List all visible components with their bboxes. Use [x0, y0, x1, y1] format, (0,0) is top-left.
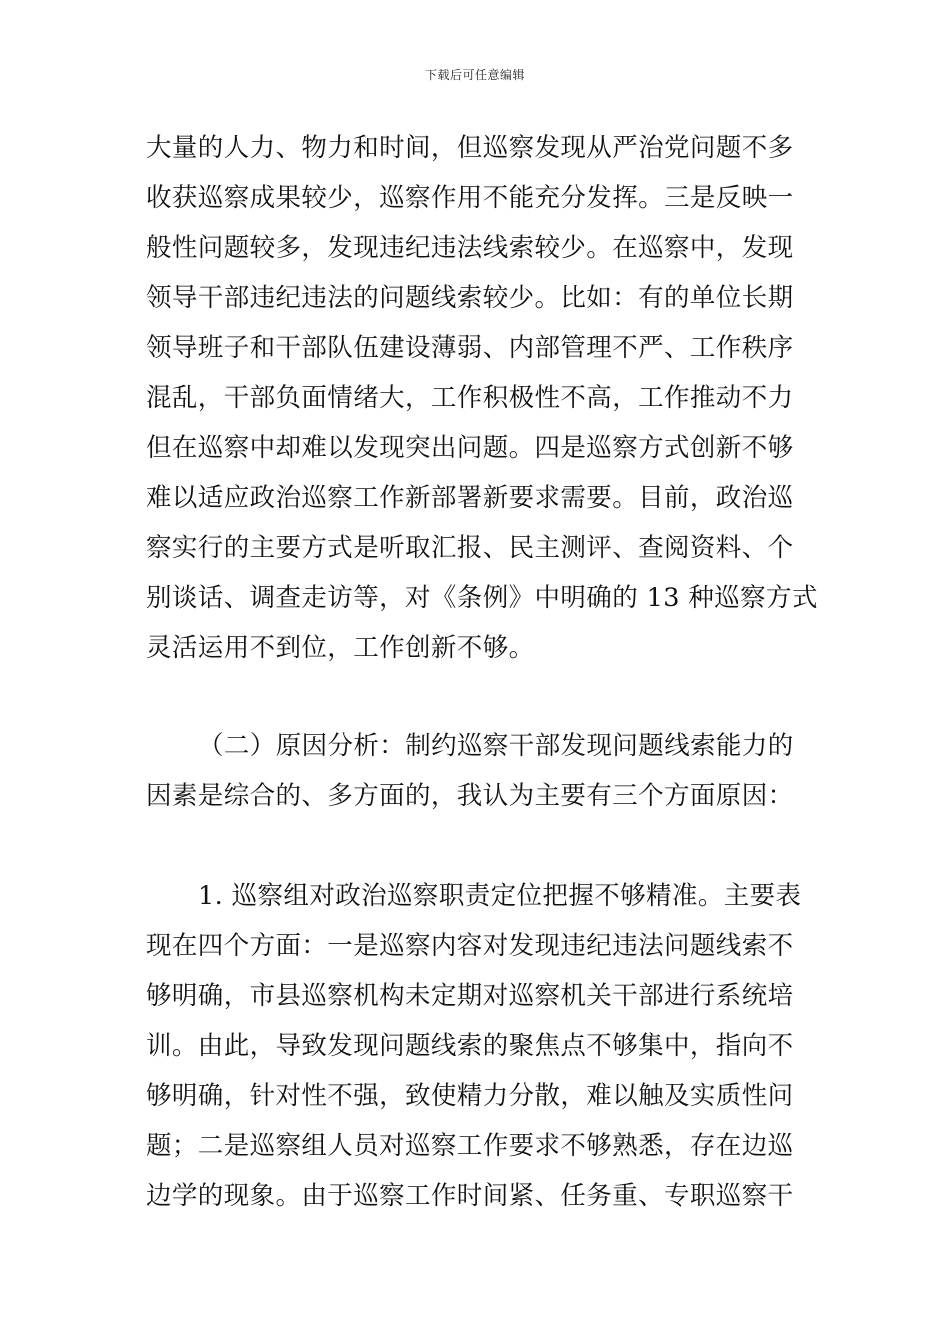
paragraph-1-line-5: 领导班子和干部队伍建设薄弱、内部管理不严、工作秩序: [146, 333, 794, 363]
paragraph-3-line-2: 现在四个方面：一是巡察内容对发现违纪违法问题线索不: [146, 931, 794, 961]
paragraph-1-line-1: 大量的人力、物力和时间，但巡察发现从严治党问题不多: [146, 133, 794, 163]
paragraph-1-line-9: 察实行的主要方式是听取汇报、民主测评、查阅资料、个: [146, 533, 794, 563]
paragraph-1-line-10: 别谈话、调查走访等，对《条例》中明确的 13 种巡察方式: [146, 583, 818, 613]
paragraph-2-line-1: （二）原因分析：制约巡察干部发现问题线索能力的: [198, 731, 794, 761]
paragraph-3-line-5: 够明确，针对性不强，致使精力分散，难以触及实质性问: [146, 1081, 794, 1111]
paragraph-1-line-11: 灵活运用不到位，工作创新不够。: [146, 633, 535, 663]
paragraph-3-line-6: 题；二是巡察组人员对巡察工作要求不够熟悉，存在边巡: [146, 1131, 794, 1161]
paragraph-1-line-7: 但在巡察中却难以发现突出问题。四是巡察方式创新不够: [146, 433, 794, 463]
paragraph-3-line-7: 边学的现象。由于巡察工作时间紧、任务重、专职巡察干: [146, 1181, 794, 1211]
paragraph-2-line-2: 因素是综合的、多方面的，我认为主要有三个方面原因：: [146, 781, 794, 811]
paragraph-1-line-6: 混乱，干部负面情绪大，工作积极性不高，工作推动不力: [146, 383, 794, 413]
paragraph-1-line-2: 收获巡察成果较少，巡察作用不能充分发挥。三是反映一: [146, 183, 794, 213]
paragraph-1-line-4: 领导干部违纪违法的问题线索较少。比如：有的单位长期: [146, 283, 794, 313]
paragraph-1-line-8: 难以适应政治巡察工作新部署新要求需要。目前，政治巡: [146, 483, 794, 513]
header-note: 下载后可任意编辑: [424, 68, 525, 82]
paragraph-3-line-4: 训。由此，导致发现问题线索的聚焦点不够集中，指向不: [146, 1031, 794, 1061]
paragraph-3-line-3: 够明确，市县巡察机构未定期对巡察机关干部进行系统培: [146, 981, 794, 1011]
paragraph-3-line-1: 1. 巡察组对政治巡察职责定位把握不够精准。主要表: [198, 881, 802, 911]
paragraph-1-line-3: 般性问题较多，发现违纪违法线索较少。在巡察中，发现: [146, 233, 794, 263]
